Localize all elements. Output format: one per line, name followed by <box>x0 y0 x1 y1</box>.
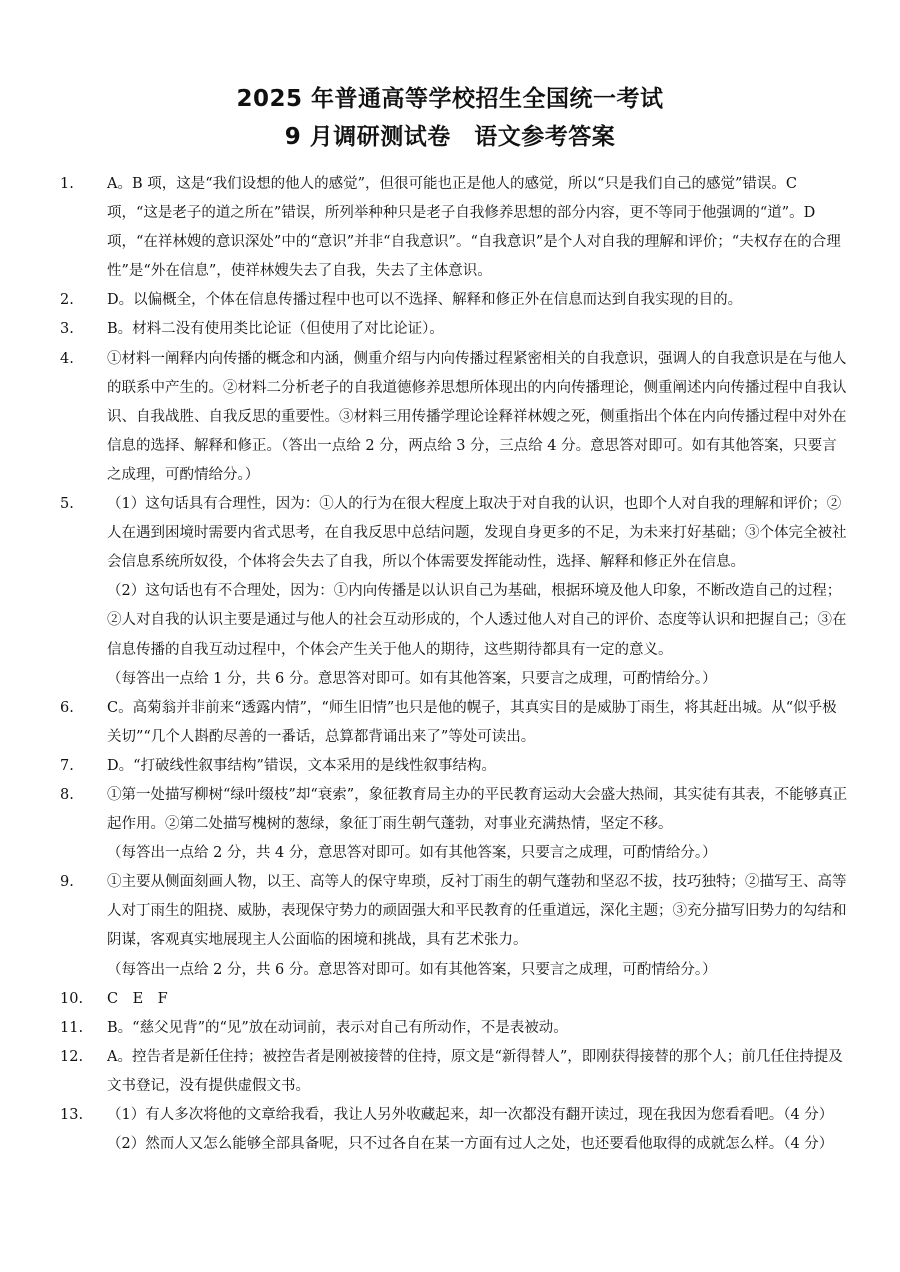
answer-text: C E F <box>107 990 168 1007</box>
answer-item-3 <box>60 315 850 344</box>
scoring-note: （每答出一点给 2 分，共 4 分，意思答对即可。如有其他答案，只要言之成理，可酌情给分。） <box>107 845 717 862</box>
answer-text: ①材料一阐释内向传播的概念和内涵，侧重介绍与内向传播过程紧密相关的自我意识，强调人的自我意识是在与他人的联系中产生的。②材料二分析老子的自我道德修养思想所体现出的内向传播理论，侧重阐述内向传播过程中自我认识、自我战胜、自我反思的重要性。③材料三用传播学理论诠释祥林嫂之死，侧重指出个体在内向传播过程中对外在信息的选择、解释和修正。（答出一点给 2 分，两点给 3 分，三点给 4 分。意思答对即可。如有其他答案，只要言之成理，可酌情给分。） <box>107 350 847 483</box>
answer-text: B。“慈父见背”的“见”放在动词前，表示对自己有所动作，不是表被动。 <box>107 1019 568 1036</box>
answer-number: 1. <box>60 176 74 192</box>
answer-part-2: （2）这句话也有不合理处，因为：①内向传播是以认识自己为基础，根据环境及他人印象，不断改造自己的过程；②人对自我的认识主要是通过与他人的社会互动形成的，个人透过他人对自己的评价、态度等认识和把握自己；③在信息传播的自我互动过程中，个体会产生关于他人的期待，这些期待都具有一定的意义。 <box>107 583 847 658</box>
answer-item-9 <box>60 868 850 984</box>
answer-number: 9. <box>60 874 74 891</box>
answer-item-5 <box>60 490 850 694</box>
scoring-note: （每答出一点给 2 分，共 6 分。意思答对即可。如有其他答案，只要言之成理，可酌情给分。） <box>107 961 717 978</box>
answer-number: 4. <box>60 350 74 367</box>
page-subtitle: 9 月调研测试卷 语文参考答案 <box>284 124 616 150</box>
answer-item-10 <box>60 985 850 1014</box>
answer-text: A。控告者是新任住持；被控告者是刚被接替的住持，原文是“新得替人”，即刚获得接替的那个人；前几任住持提及文书登记，没有提供虚假文书。 <box>107 1048 843 1094</box>
answer-number: 12. <box>60 1048 84 1065</box>
answer-text: C。高菊翁并非前来“透露内情”，“师生旧情”也只是他的幌子，其真实目的是威胁丁雨生，将其赶出城。从“似乎极关切”“几个人斟酌尽善的一番话，总算都背诵出来了”等处可读出。 <box>107 699 837 745</box>
answer-number: 13. <box>60 1107 84 1123</box>
answer-number: 11. <box>60 1019 84 1036</box>
answer-number: 10. <box>60 990 84 1007</box>
answer-item-7 <box>60 752 850 781</box>
answer-item-12 <box>60 1043 850 1101</box>
answer-number: 7. <box>60 757 74 774</box>
answer-text: B。材料二没有使用类比论证（但使用了对比论证）。 <box>107 321 444 338</box>
answer-list <box>60 170 850 1159</box>
answer-text: ①主要从侧面刻画人物，以王、高等人的保守卑琐，反衬丁雨生的朝气蓬勃和坚忍不拔，技巧独特；②描写王、高等人对丁雨生的阻挠、威胁，表现保守势力的顽固强大和平民教育的任重道远，深化主题；③充分描写旧势力的勾结和阴谋，客观真实地展现主人公面临的困境和挑战，具有艺术张力。 <box>107 874 847 949</box>
page-title: 2025 年普通高等学校招生全国统一考试 <box>236 86 664 112</box>
scoring-note: （每答出一点给 1 分，共 6 分。意思答对即可。如有其他答案，只要言之成理，可酌情给分。） <box>107 670 717 687</box>
answer-part-1: （1）有人多次将他的文章给我看，我让人另外收藏起来，却一次都没有翻开读过，现在我因为您看看吧。（4 分） <box>107 1107 834 1123</box>
answer-number: 6. <box>60 699 74 716</box>
answer-text: D。“打破线性叙事结构”错误，文本采用的是线性叙事结构。 <box>107 757 496 774</box>
answer-item-6 <box>60 694 850 752</box>
answer-number: 5. <box>60 496 74 513</box>
answer-item-2 <box>60 286 850 315</box>
answer-text: ①第一处描写柳树“绿叶缀枝”却“衰索”，象征教育局主办的平民教育运动大会盛大热闹，其实徒有其表，不能够真正起作用。②第二处描写槐树的葱绿，象征丁雨生朝气蓬勃，对事业充满热情，坚定不移。 <box>107 786 848 833</box>
answer-item-13 <box>60 1101 850 1159</box>
answer-item-8 <box>60 781 850 868</box>
answer-text: A。B 项，这是“我们设想的他人的感觉”，但很可能也正是他人的感觉，所以“只是我们自己的感觉”错误。C 项，“这是老子的道之所在”错误，所列举种种只是老子自我修养思想的部分内容，更不等同于他强调的“道”。D 项，“在祥林嫂的意识深处”中的“意识”并非“自我意识”。“自我意识”是个人对自我的理解和评价；“夫权存在的合理性”是“外在信息”，使祥林嫂失去了自我，失去了主体意识。 <box>107 176 841 280</box>
answer-item-11 <box>60 1014 850 1043</box>
answer-number: 8. <box>60 786 74 803</box>
answer-part-1: （1）这句话具有合理性，因为：①人的行为在很大程度上取决于对自我的认识，也即个人对自我的理解和评价；②人在遇到困境时需要内省式思考，在自我反思中总结问题，发现自身更多的不足，为未来打好基础；③个体完全被社会信息系统所奴役，个体将会失去了自我，所以个体需要发挥能动性，选择、解释和修正外在信息。 <box>107 496 847 571</box>
answer-item-1 <box>60 170 850 286</box>
answer-item-4 <box>60 345 850 490</box>
answer-part-2: （2）然而人又怎么能够全部具备呢，只不过各自在某一方面有过人之处，也还要看他取得的成就怎么样。（4 分） <box>107 1136 834 1153</box>
answer-text: D。以偏概全，个体在信息传播过程中也可以不选择、解释和修正外在信息而达到自我实现的目的。 <box>107 292 743 309</box>
answer-number: 3. <box>60 321 74 338</box>
answer-number: 2. <box>60 292 74 309</box>
